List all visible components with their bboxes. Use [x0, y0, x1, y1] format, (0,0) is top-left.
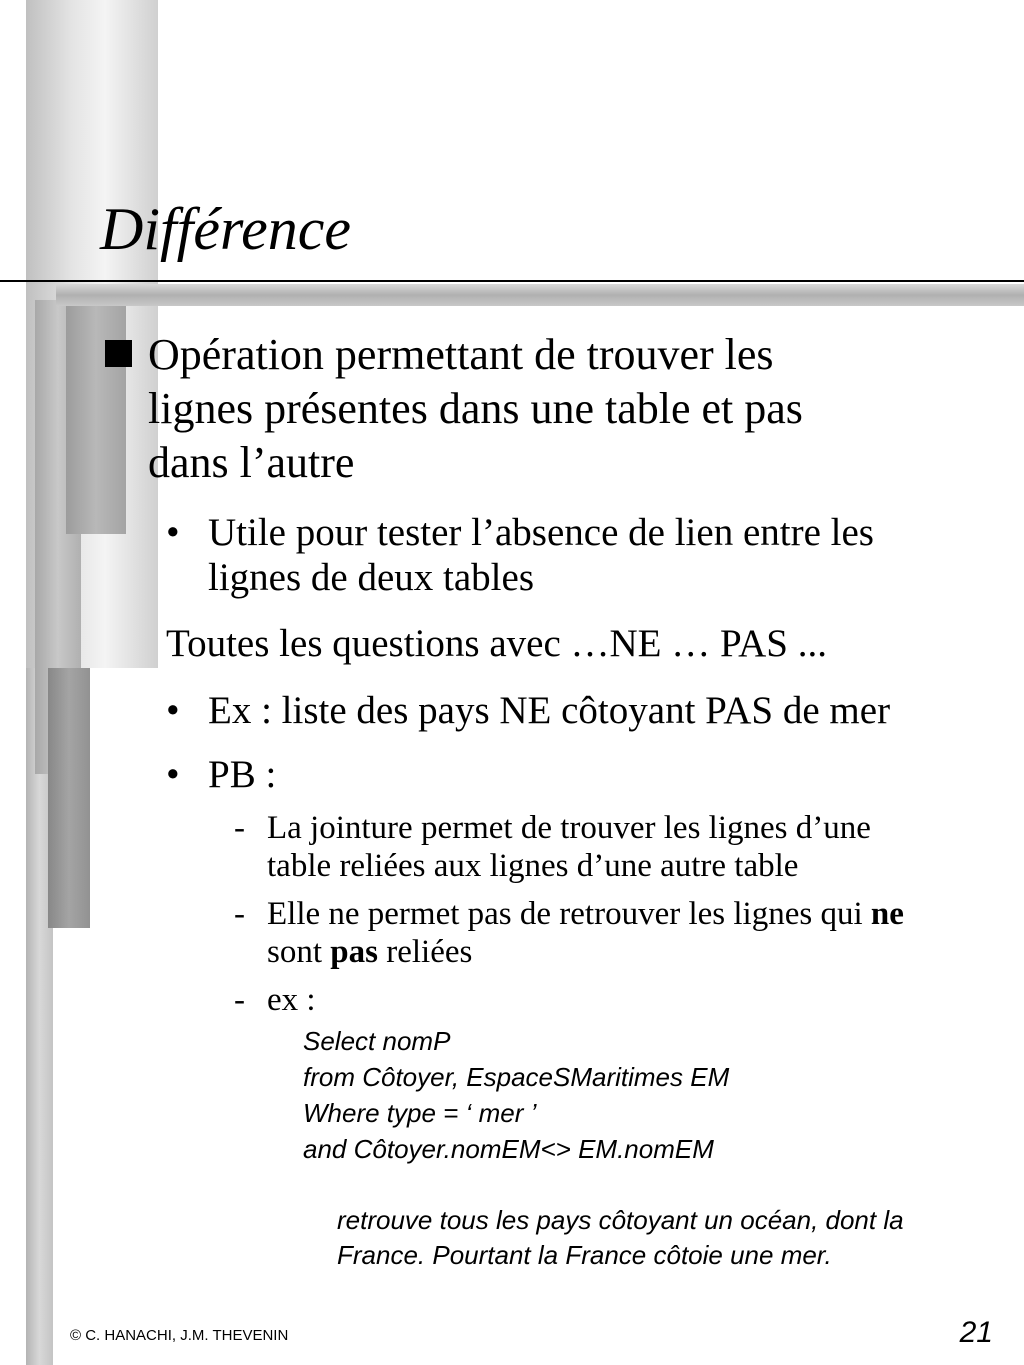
decorative-bar — [66, 300, 126, 534]
title-divider — [0, 280, 1024, 282]
text-run: reliées — [377, 934, 473, 970]
dash-bullet-icon: - — [234, 982, 245, 1018]
sql-code-line: from Côtoyer, EspaceSMaritimes EM — [303, 1062, 730, 1092]
explanation-line: retrouve tous les pays côtoyant un océan, dont la — [337, 1205, 904, 1235]
decorative-horizontal-bar — [56, 284, 1024, 306]
bullet-dot-icon: • — [166, 753, 180, 796]
slide-title: Différence — [100, 196, 351, 262]
square-bullet-icon — [105, 340, 132, 367]
dash-text-line: table reliées aux lignes d’une autre table — [267, 848, 799, 884]
sub-bullet-text-line: lignes de deux tables — [208, 556, 534, 599]
bullet-dot-icon: • — [166, 689, 180, 732]
sub-bullet-text: Ex : liste des pays NE côtoyant PAS de mer — [208, 689, 891, 732]
bullet-dot-icon: • — [166, 511, 180, 554]
dash-text: ex : — [267, 982, 316, 1018]
dash-text-line — [267, 895, 904, 933]
sub-bullet-text-line: Utile pour tester l’absence de lien entre les — [208, 511, 874, 554]
bold-text: ne — [870, 896, 904, 932]
bold-text: pas — [330, 934, 378, 970]
explanation-line: France. Pourtant la France côtoie une mer. — [337, 1240, 832, 1270]
sql-code-line: and Côtoyer.nomEM<> EM.nomEM — [303, 1134, 714, 1164]
dash-text-line: La jointure permet de trouver les lignes d’une — [267, 810, 871, 846]
dash-text-line — [267, 933, 472, 971]
footer-copyright: © C. HANACHI, J.M. THEVENIN — [70, 1327, 289, 1344]
bullet-text-line: dans l’autre — [148, 438, 355, 487]
dash-bullet-icon: - — [234, 810, 245, 846]
text-run: sont — [267, 934, 331, 970]
decorative-bar — [48, 668, 90, 928]
note-text: Toutes les questions avec …NE … PAS ... — [166, 622, 827, 665]
bullet-text-line: lignes présentes dans une table et pas — [148, 384, 803, 433]
dash-bullet-icon: - — [234, 896, 245, 932]
page-number: 21 — [959, 1316, 993, 1349]
text-run: Elle ne permet pas de retrouver les lignes qui — [267, 896, 871, 932]
bullet-text-line: Opération permettant de trouver les — [148, 330, 774, 379]
sql-code-line: Select nomP — [303, 1026, 451, 1056]
sql-code-line: Where type = ‘ mer ’ — [303, 1098, 537, 1128]
sub-bullet-text: PB : — [208, 753, 277, 796]
